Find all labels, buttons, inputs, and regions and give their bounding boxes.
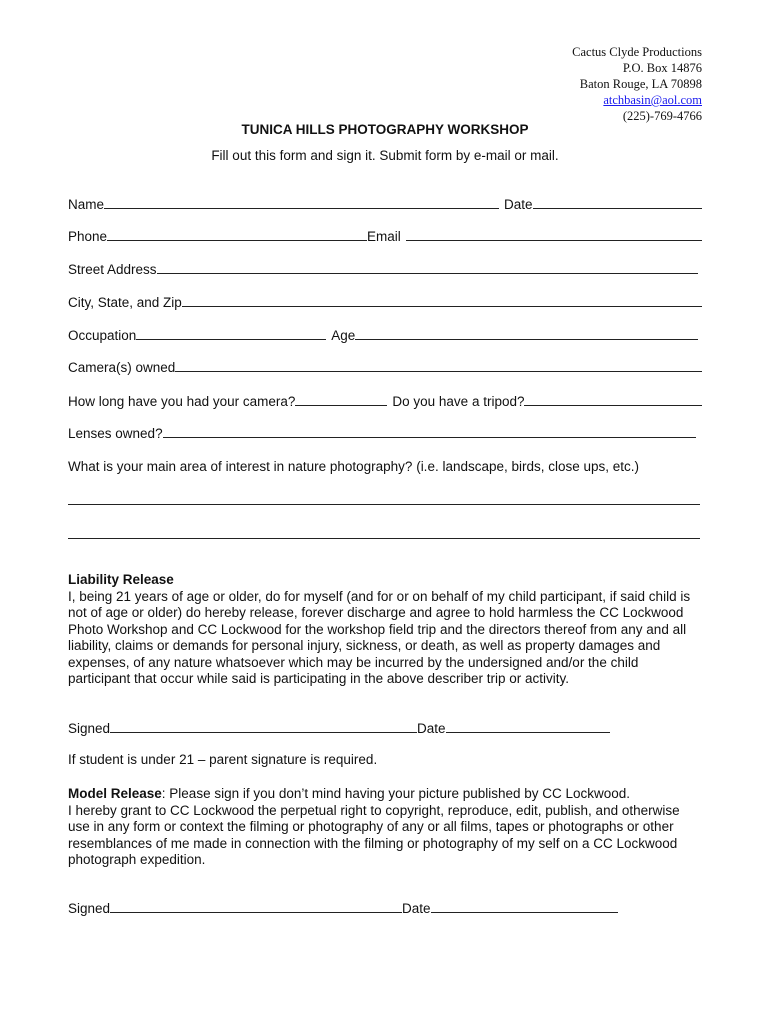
lenses-row xyxy=(68,425,696,443)
interest-label: What is your main area of interest in nature photography? (i.e. landscape, birds, close ups, etc.) xyxy=(68,459,640,474)
city-row xyxy=(68,294,702,312)
signature-field-1[interactable] xyxy=(110,720,417,733)
tripod-field[interactable] xyxy=(524,393,702,406)
phone-field[interactable] xyxy=(107,228,367,241)
howlong-field[interactable] xyxy=(295,393,387,406)
signed-label-2: Signed xyxy=(68,901,111,916)
date-label: Date xyxy=(504,197,533,212)
name-label: Name xyxy=(68,197,105,212)
phone-email-row xyxy=(68,228,702,246)
cameras-row xyxy=(68,359,702,377)
phone-label: Phone xyxy=(68,229,108,244)
signature-date-field-1[interactable] xyxy=(446,720,610,733)
org-city: Baton Rouge, LA 70898 xyxy=(579,77,702,91)
liability-heading: Liability Release xyxy=(68,572,174,587)
signature-date-label-1: Date xyxy=(417,721,446,736)
city-field[interactable] xyxy=(182,294,702,307)
model-release-intro: : Please sign if you don’t mind having your picture published by CC Lockwood. xyxy=(161,786,631,801)
city-label: City, State, and Zip xyxy=(68,295,182,310)
model-release-text: I hereby grant to CC Lockwood the perpetual right to copyright, reproduce, edit, publish, and otherwise use in any form or context the filming or photography of any or all films, tapes or photographs or other resemblances of me made in connection with the filming or photography of my self on a CC Lockwood photograph expedition. xyxy=(68,802,680,867)
occupation-label: Occupation xyxy=(68,328,137,343)
signature-row-1 xyxy=(68,720,610,738)
date-field[interactable] xyxy=(533,196,702,209)
tripod-label: Do you have a tripod? xyxy=(392,394,525,409)
interest-answer-line-2[interactable] xyxy=(68,538,700,539)
liability-text: I, being 21 years of age or older, do for myself (and for or on behalf of my child participant, if said child is not of age or older) do hereby release, forever discharge and agree to hold harmless the CC Lockwood Photo Workshop and CC Lockwood for the workshop field trip and the directors thereof from any and all liability, claims or demands for personal injury, sickness, or death, as well as property damages and expenses, of any nature whatsoever which may be incurred by the undersigned and/or the child participant that occur while said is participating in the above describer trip or activity. xyxy=(68,588,691,686)
org-name: Cactus Clyde Productions xyxy=(572,45,702,59)
interest-row xyxy=(68,458,702,476)
occupation-field[interactable] xyxy=(136,327,326,340)
howlong-tripod-row xyxy=(68,393,702,411)
form-subtitle: Fill out this form and sign it. Submit form by e-mail or mail. xyxy=(211,148,559,163)
age-field[interactable] xyxy=(355,327,698,340)
signature-date-field-2[interactable] xyxy=(431,900,618,913)
signed-label-1: Signed xyxy=(68,721,111,736)
street-label: Street Address xyxy=(68,262,157,277)
signature-field-2[interactable] xyxy=(110,900,402,913)
name-date-row xyxy=(68,196,702,214)
org-email-link[interactable]: atchbasin@aol.com xyxy=(603,93,702,107)
org-po-box: P.O. Box 14876 xyxy=(622,61,702,75)
cameras-label: Camera(s) owned xyxy=(68,360,176,375)
howlong-label: How long have you had your camera? xyxy=(68,394,296,409)
email-field[interactable] xyxy=(406,228,702,241)
age-label: Age xyxy=(331,328,356,343)
lenses-field[interactable] xyxy=(163,425,696,438)
street-row xyxy=(68,261,698,279)
org-phone: (225)-769-4766 xyxy=(622,109,702,123)
signature-date-label-2: Date xyxy=(402,901,431,916)
form-title: TUNICA HILLS PHOTOGRAPHY WORKSHOP xyxy=(241,122,529,137)
model-release-section xyxy=(68,786,702,869)
model-release-heading: Model Release xyxy=(68,786,162,801)
lenses-label: Lenses owned? xyxy=(68,426,163,441)
email-label: Email xyxy=(367,229,401,244)
under21-note: If student is under 21 – parent signature is required. xyxy=(68,752,378,767)
signature-row-2 xyxy=(68,900,618,918)
organization-address xyxy=(572,44,702,124)
cameras-field[interactable] xyxy=(175,359,702,372)
occupation-age-row xyxy=(68,327,698,345)
street-field[interactable] xyxy=(157,261,698,274)
liability-release-section xyxy=(68,572,702,688)
name-field[interactable] xyxy=(104,196,499,209)
interest-answer-line-1[interactable] xyxy=(68,504,700,505)
